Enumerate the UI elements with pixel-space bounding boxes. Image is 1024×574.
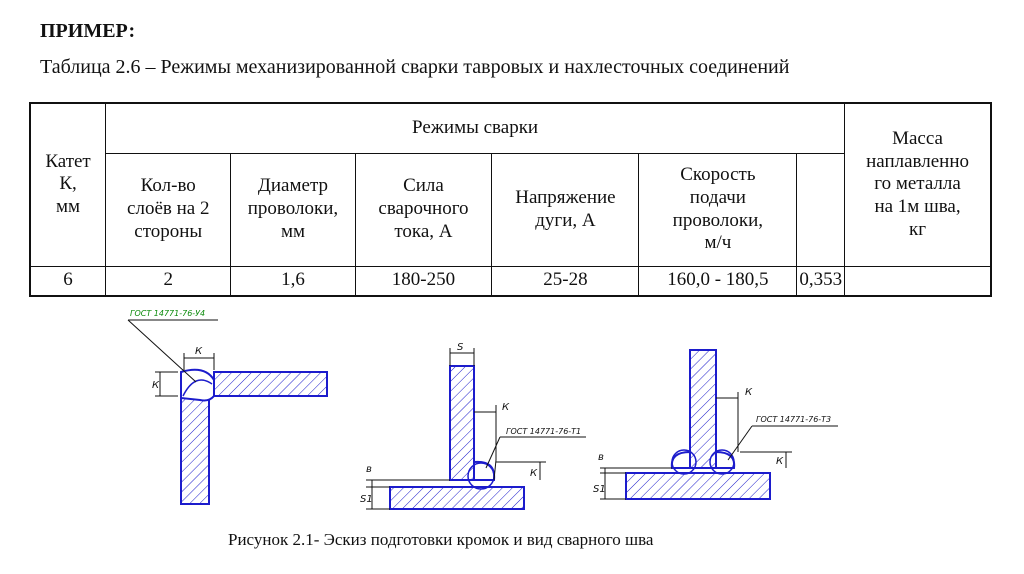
header-diameter: Диаметр проволоки, мм (231, 153, 355, 266)
label-gost-3: ГОСТ 14771-76-Т3 (756, 415, 832, 424)
label-k-5: К (745, 387, 753, 398)
header-katet: Катет К, мм (30, 103, 106, 266)
cell-katet: 6 (30, 266, 106, 296)
cell-diameter: 1,6 (231, 266, 355, 296)
table-caption: Таблица 2.6 – Режимы механизированной сварки тавровых и нахлесточных соединений (40, 56, 790, 78)
header-mass: Масса наплавленно го металла на 1м шва, кг (845, 103, 991, 266)
label-s1-2: S1 (593, 484, 606, 495)
figure-caption: Рисунок 2.1- Эскиз подготовки кромок и вид сварного шва (228, 530, 654, 549)
label-b-2: в (598, 452, 604, 463)
label-gost-1: ГОСТ 14771-76-У4 (130, 309, 206, 318)
header-layers: Кол-во слоёв на 2 стороны (106, 153, 231, 266)
cell-current: 180-250 (355, 266, 492, 296)
header-voltage: Напряжение дуги, А (492, 153, 639, 266)
header-welding-modes: Режимы сварки (106, 103, 845, 153)
label-k-2: К (152, 380, 160, 391)
cell-layers: 2 (106, 266, 231, 296)
label-s: S (457, 342, 464, 353)
sketch-corner-joint (128, 320, 327, 504)
label-k-6: К (776, 456, 784, 467)
label-k-1: К (195, 346, 203, 357)
label-k-4: К (530, 468, 538, 479)
header-feed-speed: Скорость подачи проволоки, м/ч (639, 153, 797, 266)
label-s1-1: S1 (360, 494, 373, 505)
header-current: Сила сварочного тока, А (355, 153, 492, 266)
label-gost-2: ГОСТ 14771-76-Т1 (506, 427, 582, 436)
label-k-3: К (502, 402, 510, 413)
sketch-t-joint-double (600, 350, 838, 499)
cell-mass: 0,353 (797, 266, 845, 296)
label-b-1: в (366, 464, 372, 475)
cell-voltage: 25-28 (492, 266, 639, 296)
page-heading: ПРИМЕР: (40, 20, 136, 42)
cell-feed-speed: 160,0 - 180,5 (639, 266, 797, 296)
